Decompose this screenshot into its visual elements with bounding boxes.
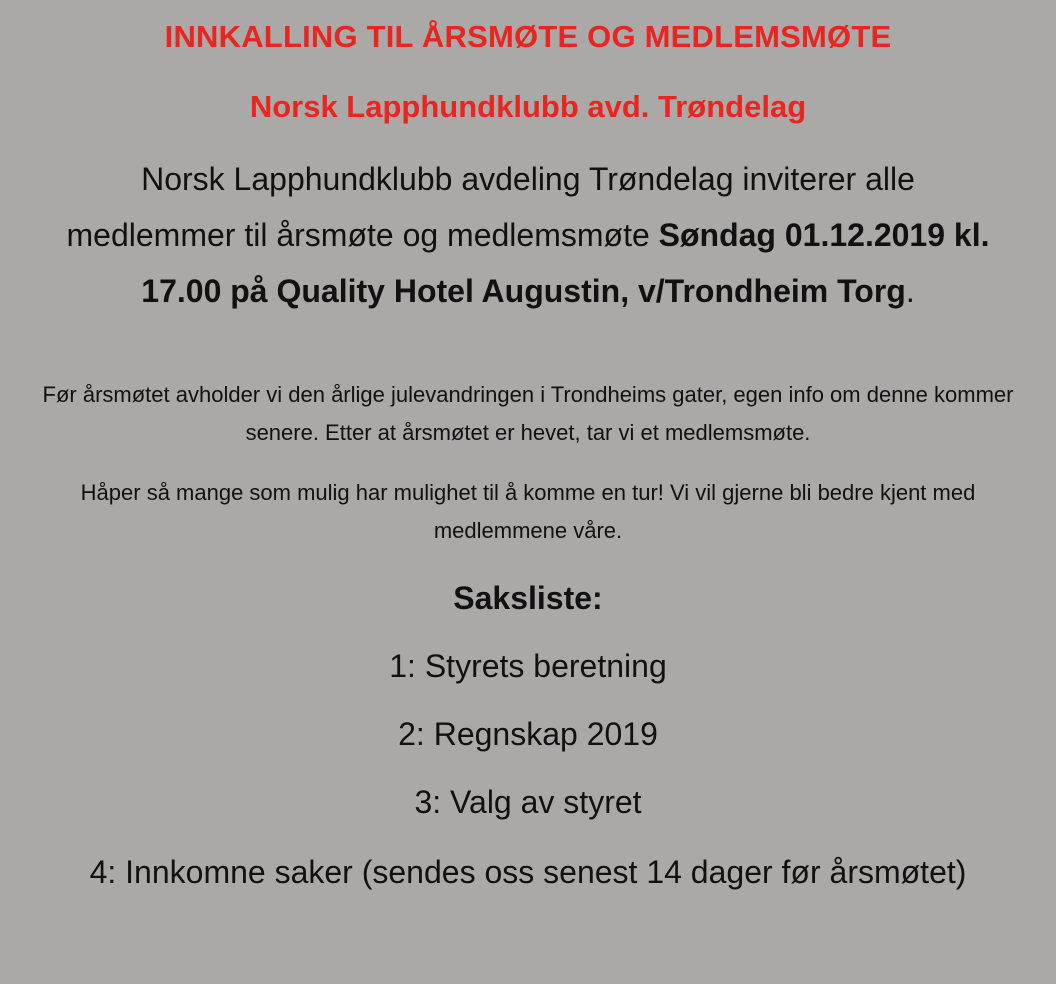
agenda-heading: Saksliste: bbox=[453, 580, 603, 616]
agenda-item-1: 1: Styrets beretning bbox=[389, 648, 667, 684]
club-subtitle: Norsk Lapphundklubb avd. Trøndelag bbox=[249, 89, 807, 124]
meeting-date-location: Søndag 01.12.2019 kl. 17.00 på Quality Hotel Augustin, v/Trondheim Torg bbox=[141, 217, 990, 309]
agenda-item-2: 2: Regnskap 2019 bbox=[398, 716, 658, 752]
agenda-item-3: 3: Valg av styret bbox=[414, 784, 642, 820]
hope-paragraph: Håper så mange som mulig har mulighet til å komme en tur! Vi vil gjerne bli bedre kjent med medlemmene våre. bbox=[80, 480, 976, 543]
info-paragraph: Før årsmøtet avholder vi den årlige julevandringen i Trondheims gater, egen info om denne kommer senere. Etter at årsmøtet er hevet, tar vi et medlemsmøte. bbox=[42, 382, 1014, 445]
notice-title: INNKALLING TIL ÅRSMØTE OG MEDLEMSMØTE bbox=[164, 19, 892, 54]
invitation-intro: Norsk Lapphundklubb avdeling Trøndelag inviterer alle medlemmer til årsmøte og medlemsmøte bbox=[66, 161, 915, 253]
agenda-item-4: 4: Innkomne saker (sendes oss senest 14 dager før årsmøtet) bbox=[89, 854, 967, 890]
invitation-end: . bbox=[905, 273, 915, 309]
invitation-paragraph bbox=[60, 151, 996, 319]
